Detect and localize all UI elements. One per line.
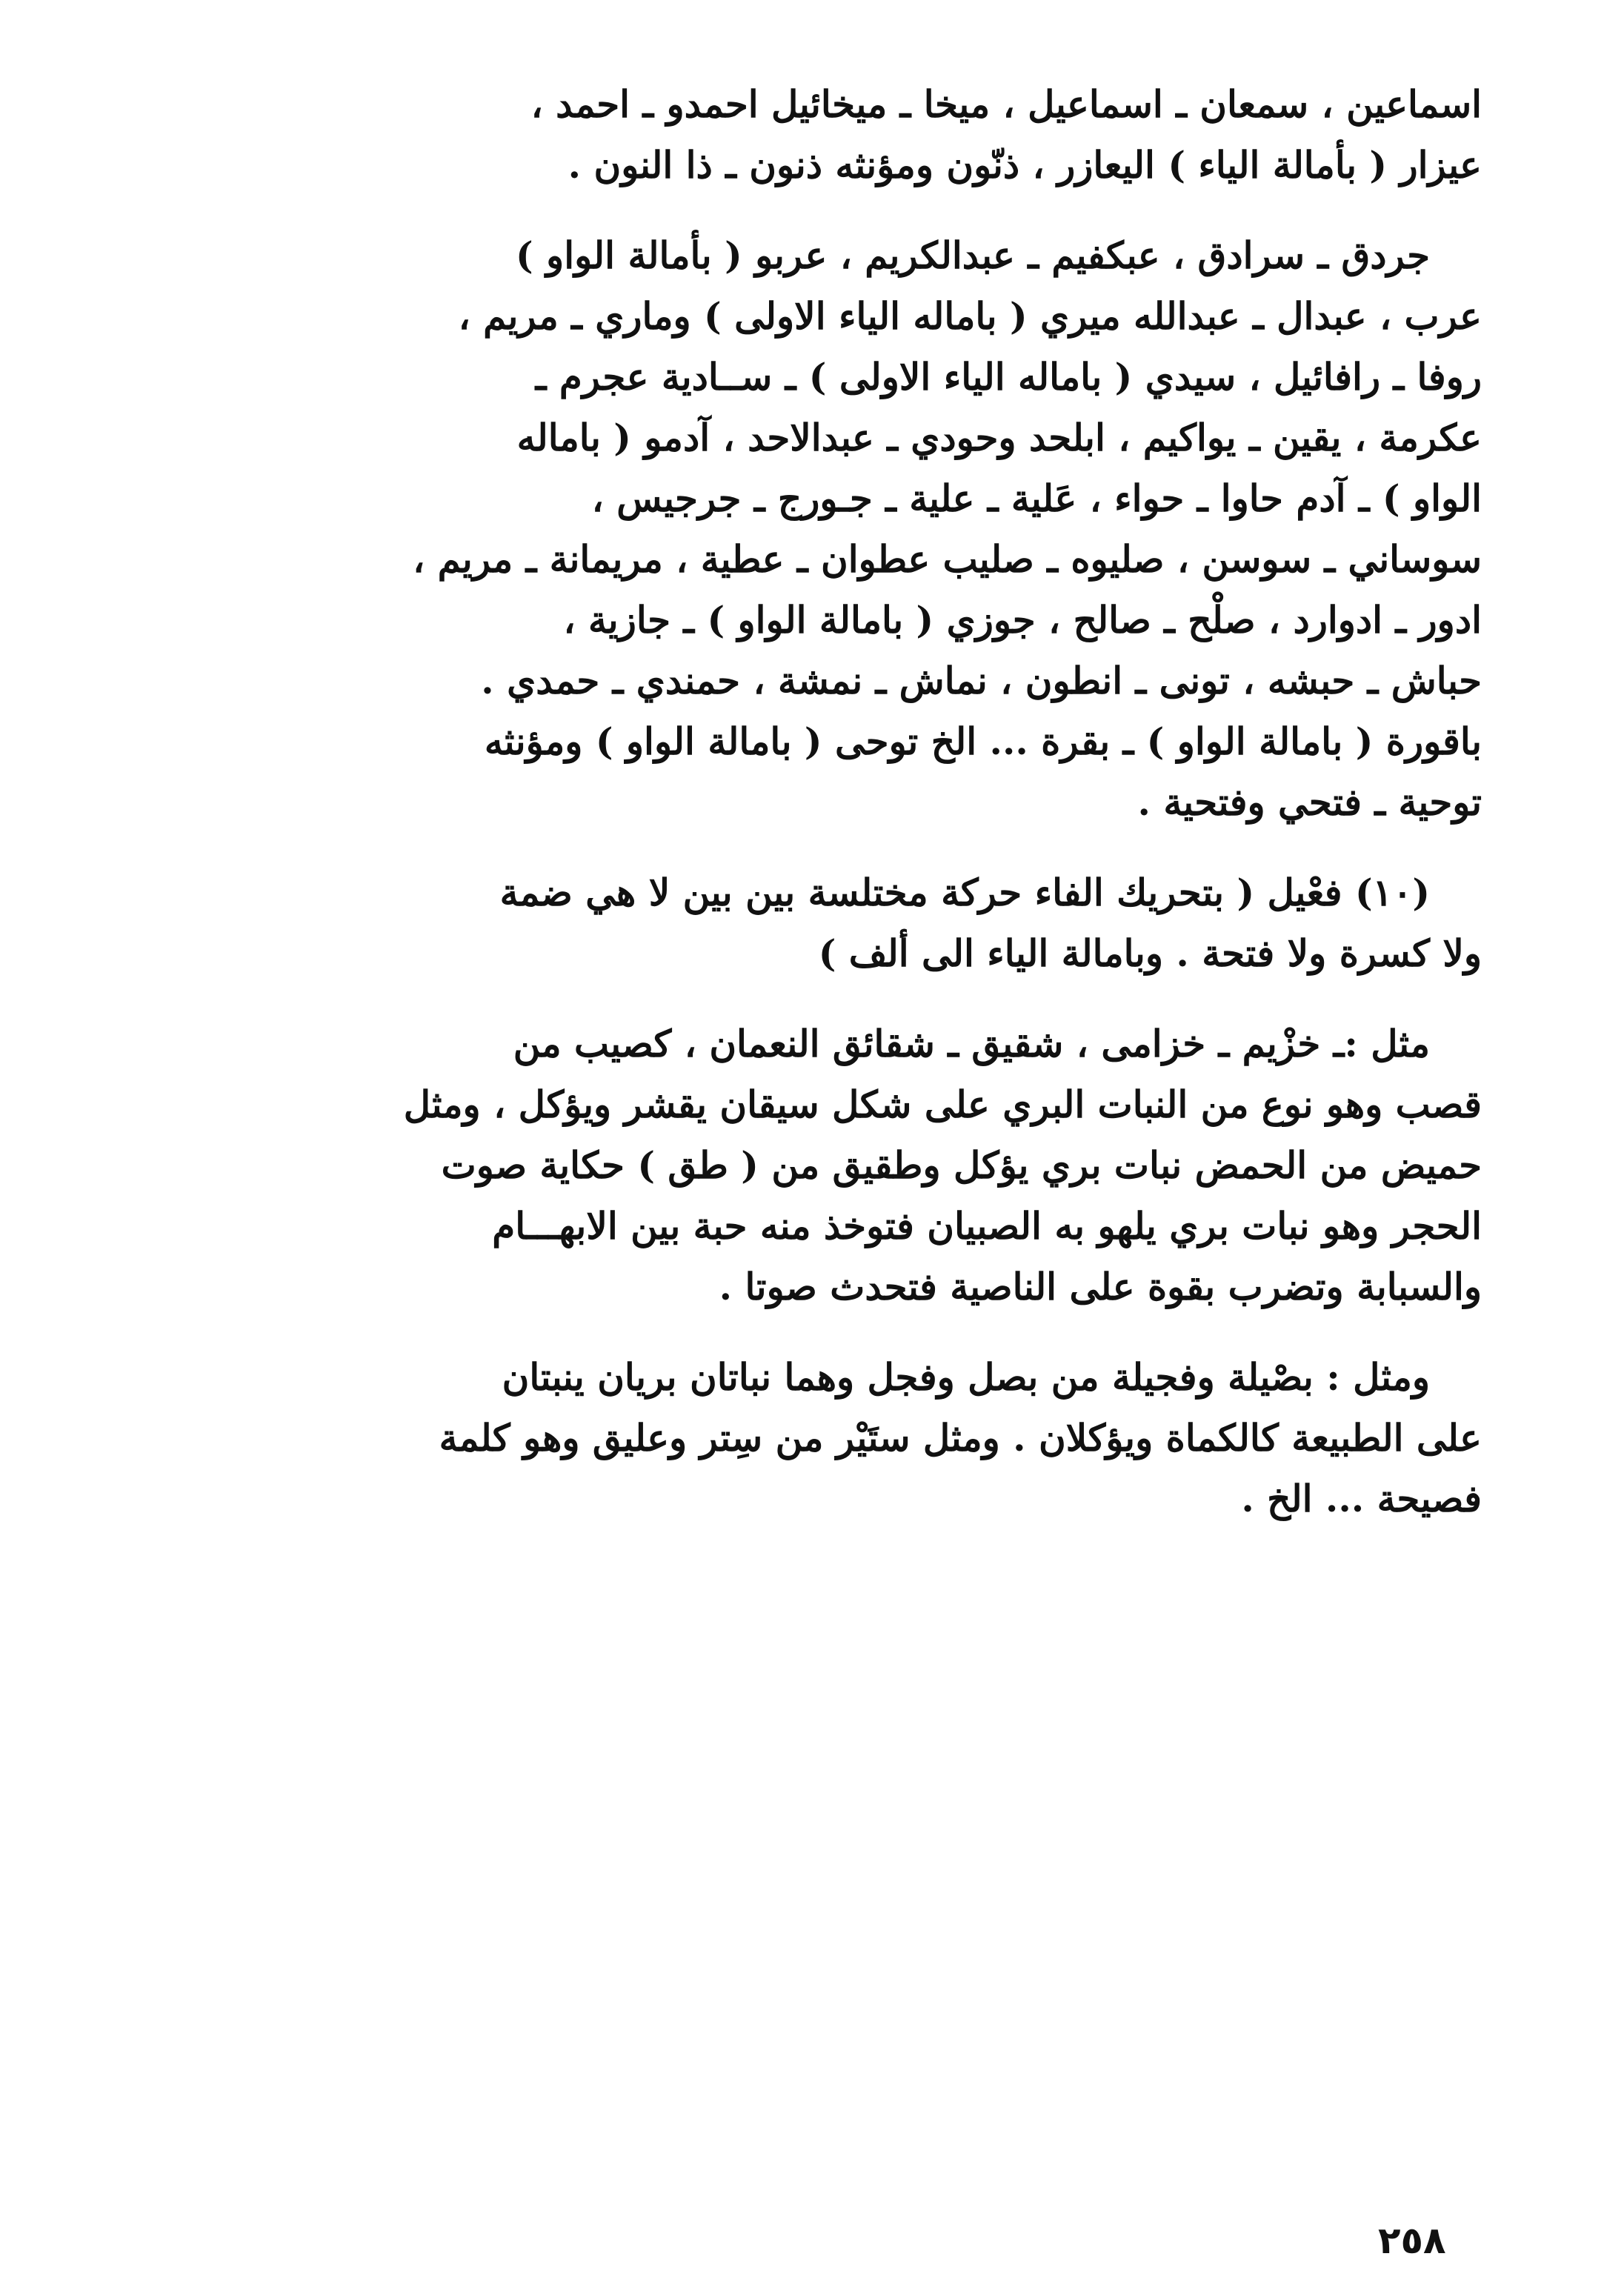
text-line: باقورة ( بامالة الواو ) ـ بقرة ... الخ توحى ( بامالة الواو ) ومؤنثه (484, 719, 1482, 763)
paragraph-gap (170, 984, 1482, 1014)
paragraph-gap (170, 1317, 1482, 1347)
paragraph-names-1 (170, 74, 1482, 196)
text-line: على الطبيعة كالكماة ويؤكلان . ومثل ستَيْر من سِتر وعليق وهو كلمة (439, 1416, 1482, 1460)
paragraph-gap (170, 196, 1482, 225)
text-line: روفا ـ رافائيل ، سيدي ( باماله الياء الاولى ) ـ ســادية عجرم ـ (535, 355, 1482, 399)
page-number: ٢٥٨ (1378, 2219, 1446, 2262)
text-line: والسبابة وتضرب بقوة على الناصية فتحدث صوتا . (719, 1265, 1482, 1308)
text-line: عرب ، عبدال ـ عبدالله ميري ( باماله الياء الاولى ) وماري ـ مريم ، (458, 294, 1482, 338)
text-line: سوساني ـ سوسن ، صليوه ـ صليب عطوان ـ عطية ، مريمانة ـ مريم ، (413, 537, 1482, 581)
text-line: اسماعين ، سمعان ـ اسماعيل ، ميخا ـ ميخائيل احمدو ـ احمد ، (530, 82, 1482, 126)
paragraph-more-examples (170, 1347, 1482, 1529)
text-line: ادور ـ ادوارد ، صلْح ـ صالح ، جوزي ( بامالة الواو ) ـ جازية ، (563, 598, 1482, 642)
paragraph-gap (170, 833, 1482, 862)
text-line: عكرمة ، يقين ـ يواكيم ، ابلحد وحودي ـ عبدالاحد ، آدمو ( باماله (516, 416, 1482, 459)
text-line: الحجر وهو نبات بري يلهو به الصبيان فتوخذ منه حبة بين الابهـــام (492, 1204, 1482, 1248)
text-line: حباش ـ حبشه ، تونى ـ انطون ، نماش ـ نمشة ، حمندي ـ حمدي . (481, 659, 1482, 702)
text-line: فصيحة ... الخ . (1241, 1477, 1482, 1520)
paragraph-names-2 (170, 225, 1482, 833)
text-line: الواو ) ـ آدم حاوا ـ حواء ، عَلية ـ علية ـ جـورج ـ جرجيس ، (591, 476, 1482, 520)
text-line: قصب وهو نوع من النبات البري على شكل سيقان يقشر ويؤكل ، ومثل (403, 1082, 1482, 1126)
text-line: ولا كسرة ولا فتحة . وبامالة الياء الى ألف ) (818, 931, 1482, 975)
text-line: ومثل : بصْيلة وفجيلة من بصل وفجل وهما نباتان بريان ينبتان (502, 1355, 1430, 1399)
paragraph-examples (170, 1014, 1482, 1317)
paragraph-section-10 (170, 862, 1482, 984)
text-line: جردق ـ سرادق ، عبكفيم ـ عبدالكريم ، عربو ( بأمالة الواو ) (515, 233, 1430, 277)
text-line: مثل :ـ خزْيم ـ خزامى ، شقيق ـ شقائق النعمان ، كصيب من (513, 1022, 1430, 1065)
page-body (170, 74, 1482, 1529)
text-line: (١٠) فعْيل ( بتحريك الفاء حركة مختلسة بين بين لا هي ضمة (499, 871, 1430, 914)
text-line: عيزار ( بأمالة الياء ) اليعازر ، ذنّون ومؤنثه ذنون ـ ذا النون . (568, 143, 1482, 187)
text-line: توحية ـ فتحي وفتحية . (1137, 780, 1482, 824)
text-line: حميض من الحمض نبات بري يؤكل وطقيق من ( طق ) حكاية صوت (441, 1143, 1482, 1187)
